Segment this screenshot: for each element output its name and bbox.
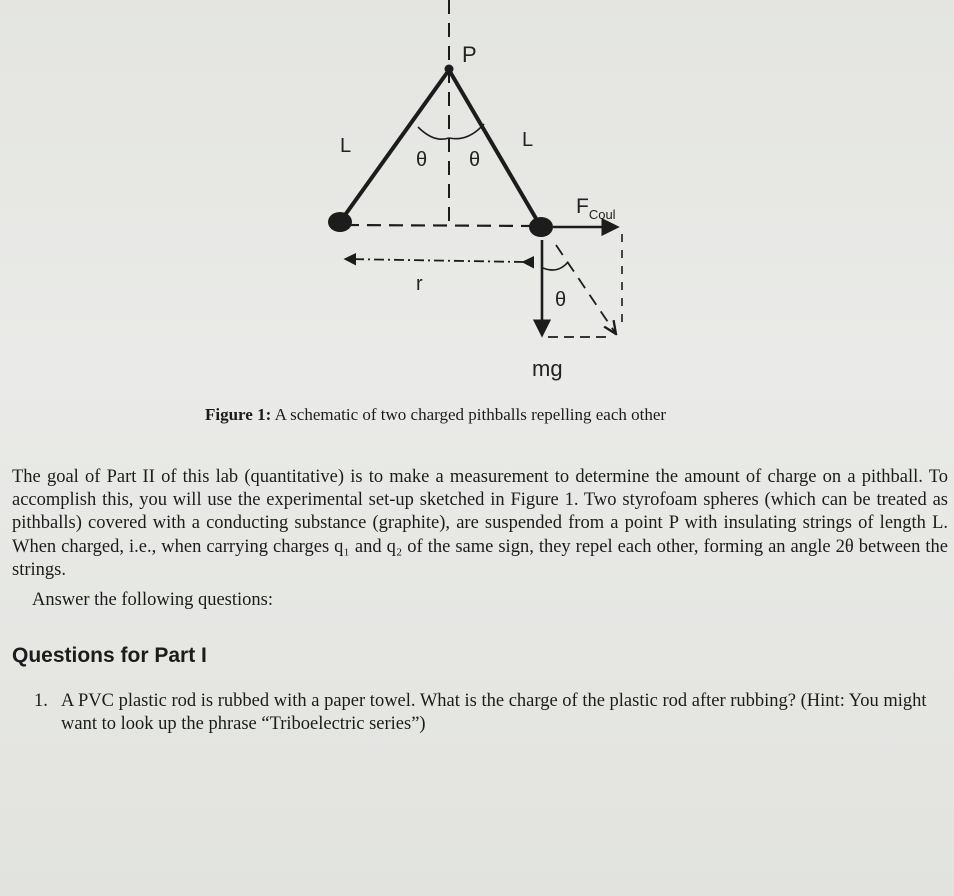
answer-prompt: Answer the following questions:	[32, 590, 273, 610]
question-text: A PVC plastic rod is rubbed with a paper towel. What is the charge of the plastic rod after rubbing? (Hint: You might want to look up the phrase “Triboelectric series”)	[61, 691, 927, 734]
caption-label: Figure 1:	[205, 405, 272, 424]
angle-right-label: θ	[469, 149, 481, 171]
pithball-figure	[0, 0, 954, 400]
pivot-label: P	[462, 42, 477, 67]
caption-text: A schematic of two charged pithballs repelling each other	[274, 405, 667, 424]
weight-label: mg	[532, 356, 563, 381]
left-string	[340, 70, 449, 222]
separation-arrow	[346, 259, 524, 262]
coulomb-force-label	[576, 195, 616, 222]
right-string-label: L	[522, 129, 534, 151]
question-number: 1.	[34, 691, 48, 711]
force-angle-arc	[543, 262, 568, 270]
left-string-label: L	[340, 135, 352, 157]
pivot-point	[445, 65, 454, 74]
figure-caption	[205, 405, 825, 425]
pithball-schematic	[0, 0, 954, 400]
question-item	[34, 690, 944, 736]
coulomb-force-sub: Coul	[588, 207, 616, 222]
coulomb-force-main: F	[576, 195, 589, 218]
horizontal-dashed-line	[345, 225, 536, 226]
force-angle-label: θ	[555, 289, 567, 311]
right-pithball	[529, 217, 553, 237]
intro-paragraph: The goal of Part II of this lab (quantitative) is to make a measurement to determine the amount of charge on a pithball. To accomplish this, you will use the experimental set-up sketched in Figure 1. Two styrofoam spheres (which can be treated as pithballs) covered with a conducting substance (graphite), are suspended from a point P with insulating strings of length L. When charged, i.e., when carrying charges q₁ and q₂ of the same sign, they repel each other, forming an angle 2θ between the strings.	[12, 467, 948, 580]
angle-arc-left	[418, 127, 449, 139]
angle-left-label: θ	[416, 149, 428, 171]
separation-label: r	[416, 273, 423, 295]
left-pithball	[328, 212, 352, 232]
section-title: Questions for Part I	[12, 644, 207, 667]
angle-arc-right	[449, 124, 484, 139]
